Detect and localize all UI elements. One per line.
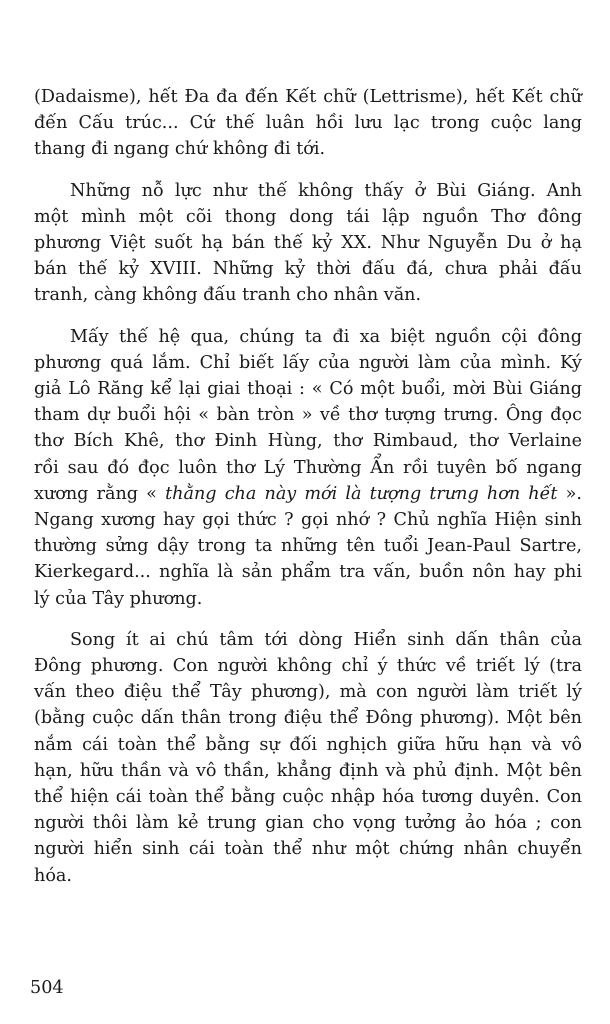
quote-line <box>34 481 582 507</box>
paragraph-2 <box>34 178 582 309</box>
text-line: hạn, hữu thần và vô thần, khẳng định và phủ định. Một bên <box>34 760 582 781</box>
text-line: (bằng cuộc dấn thân trong điệu thể Đông phương). Một bên <box>34 708 582 729</box>
text-line: Song ít ai chú tâm tới dòng Hiển sinh dấn thân của <box>70 629 582 650</box>
quote-before: xương rằng « <box>34 483 166 504</box>
text-line: rồi sau đó đọc luôn thơ Lý Thường Ẩn rồi tuyên bố ngang <box>34 457 582 478</box>
page-number: 504 <box>30 978 64 998</box>
paragraph-4 <box>34 627 582 889</box>
text-line: đến Cấu trúc... Cứ thế luân hồi lưu lạc trong cuộc lang <box>34 113 582 134</box>
quote-italic: thằng cha này mới là tượng trưng hơn hết <box>165 483 558 504</box>
text-line: tranh, càng không đấu tranh cho nhân văn. <box>34 285 422 306</box>
text-line: vấn theo điệu thể Tây phương), mà con người làm triết lý <box>34 682 582 703</box>
page-body <box>34 84 582 904</box>
text-line: phương Việt suốt hạ bán thế kỷ XX. Như Nguyễn Du ở hạ <box>34 233 582 254</box>
text-line: tham dự buổi hội « bàn tròn » về thơ tượng trưng. Ông đọc <box>34 405 582 426</box>
text-line: người hiển sinh cái toàn thể như một chứng nhân chuyển <box>34 839 582 860</box>
text-line: Đông phương. Con người không chỉ ý thức về triết lý (tra <box>34 656 582 677</box>
text-line: (Dadaisme), hết Đa đa đến Kết chữ (Lettrisme), hết Kết chữ <box>34 87 582 107</box>
paragraph-3 <box>34 324 582 612</box>
text-line: hóa. <box>34 865 73 886</box>
text-line: Những nỗ lực như thế không thấy ở Bùi Giáng. Anh <box>70 180 582 201</box>
text-line: thang đi ngang chứ không đi tới. <box>34 139 326 160</box>
text-line: Mấy thế hệ qua, chúng ta đi xa biệt nguồn cội đông <box>70 326 582 347</box>
text-line: nắm cái toàn thể bằng sự đối nghịch giữa hữu hạn và vô <box>34 734 582 755</box>
quote-after: ». <box>557 483 582 504</box>
text-line: lý của Tây phương. <box>34 588 203 609</box>
paragraph-1 <box>34 84 582 163</box>
text-line: bán thế kỷ XVIII. Những kỷ thời đấu đá, chưa phải đấu <box>34 259 582 280</box>
text-line: một mình một cõi thong dong tái lập nguồn Thơ đông <box>34 206 582 227</box>
text-line: thường sửng dậy trong ta những tên tuổi Jean-Paul Sartre, <box>34 536 582 557</box>
text-line: thơ Bích Khê, thơ Đinh Hùng, thơ Rimbaud, thơ Verlaine <box>34 431 582 452</box>
text-line: Ngang xương hay gọi thức ? gọi nhớ ? Chủ nghĩa Hiện sinh <box>34 510 582 531</box>
text-line: người thôi làm kẻ trung gian cho vọng tưởng ảo hóa ; con <box>34 813 582 834</box>
text-line: thể hiện cái toàn thể bằng cuộc nhập hóa tương duyên. Con <box>34 787 582 808</box>
text-line: Kierkegard... nghĩa là sản phẩm tra vấn, buồn nôn hay phi <box>34 562 582 583</box>
text-line: giả Lô Răng kể lại giai thoại : « Có một buổi, mời Bùi Giáng <box>34 379 582 400</box>
text-line: phương quá lắm. Chỉ biết lấy của người làm của mình. Ký <box>34 352 582 373</box>
